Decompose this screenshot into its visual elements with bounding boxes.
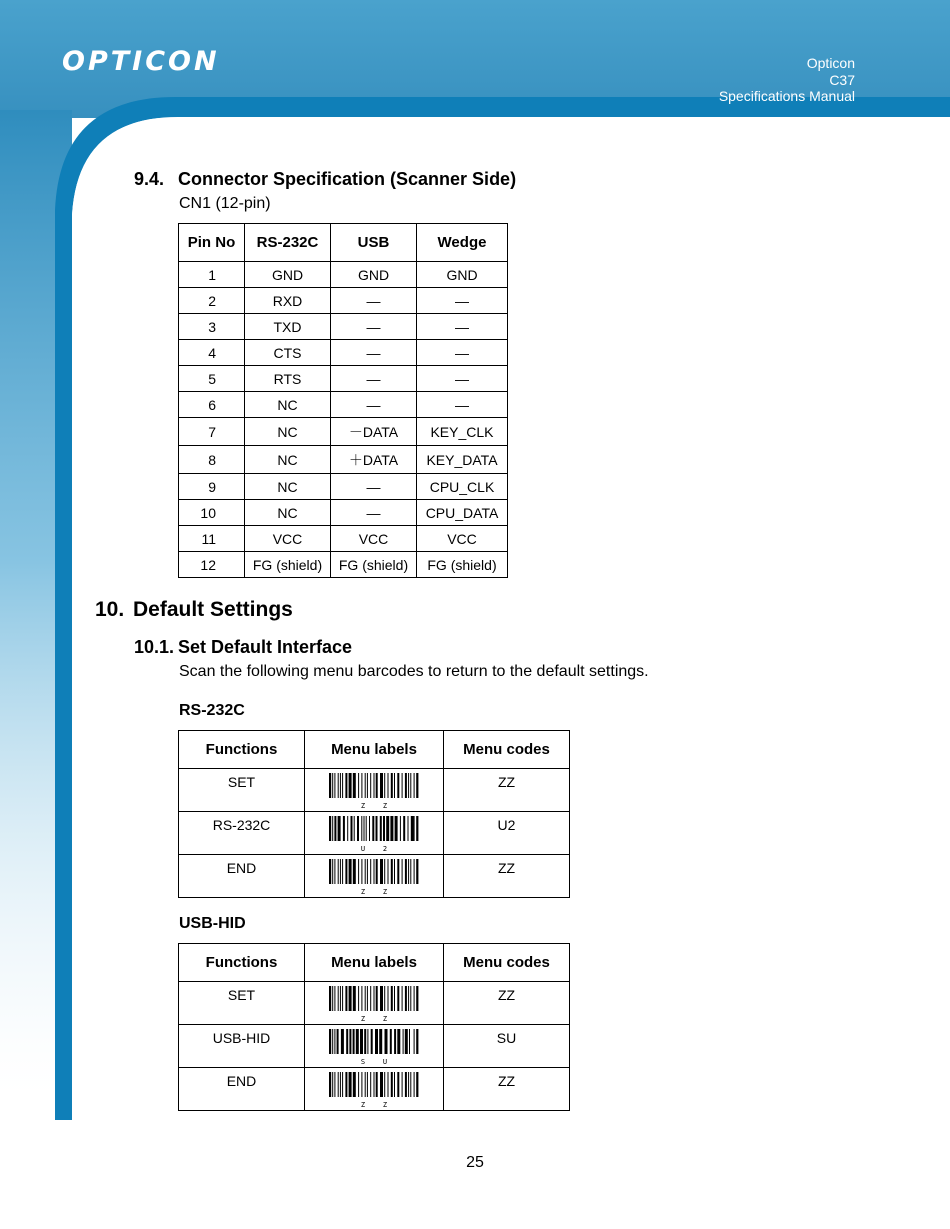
barcode-bar (358, 859, 359, 884)
menu-label-barcode-cell[interactable] (305, 855, 444, 898)
barcode-bar (366, 816, 367, 841)
barcode-bar (341, 1029, 344, 1054)
usb-signal-cell: GND (331, 262, 417, 288)
barcode-bar (334, 859, 335, 884)
barcode-bar (384, 1072, 385, 1097)
barcode-bar (370, 859, 371, 884)
barcode-bar (402, 859, 403, 884)
barcode-hri-char: 2 (382, 845, 388, 853)
table-row (179, 366, 508, 392)
table-row (179, 500, 508, 526)
barcode-bar (364, 816, 365, 841)
rs232c-signal-cell: TXD (245, 314, 331, 340)
menu-code-cell: ZZ (444, 855, 570, 898)
table-row (179, 812, 570, 855)
barcode-bar (414, 1072, 415, 1097)
barcode-bar (390, 816, 393, 841)
barcode-bar (338, 859, 339, 884)
barcode-bar (391, 1072, 393, 1097)
wedge-signal-cell: KEY_CLK (417, 418, 508, 446)
barcode-bar (388, 773, 389, 798)
table-row (179, 982, 570, 1025)
table-row (179, 526, 508, 552)
barcode-bar (346, 1029, 348, 1054)
menu-label-barcode-cell[interactable] (305, 982, 444, 1025)
pin-number-cell: 10 (179, 500, 245, 526)
table-row (179, 552, 508, 578)
barcode-bar (379, 1029, 382, 1054)
barcode-bar (395, 816, 398, 841)
barcode-bar (410, 986, 411, 1011)
wedge-signal-cell: — (417, 366, 508, 392)
barcode-bar (338, 816, 341, 841)
barcode-bar (411, 816, 414, 841)
barcode-bar (353, 1029, 355, 1054)
barcode-bar (349, 859, 352, 884)
usb-signal-cell: — (331, 392, 417, 418)
barcode-bar (337, 1029, 339, 1054)
table-row (179, 446, 508, 474)
barcode-bar (380, 986, 383, 1011)
barcode-bar (400, 816, 401, 841)
barcode-bar (376, 1072, 378, 1097)
section-title: Connector Specification (Scanner Side) (178, 169, 517, 189)
barcode-bar (361, 773, 362, 798)
usb-hid-table-body (179, 982, 570, 1111)
barcode-bar (397, 773, 399, 798)
table-header-row (179, 224, 508, 262)
barcode-bar (403, 1029, 404, 1054)
function-cell: SET (179, 769, 305, 812)
rs232c-label: RS-232C (179, 702, 245, 719)
barcode-bar (340, 773, 341, 798)
usb-signal-cell: ＋DATA (331, 446, 417, 474)
barcode-bar (370, 1072, 371, 1097)
wedge-signal-cell: CPU_DATA (417, 500, 508, 526)
rs232c-signal-cell: CTS (245, 340, 331, 366)
opticon-logo: OPTICON (62, 46, 220, 77)
barcode-bar (416, 1072, 418, 1097)
barcode-bar (391, 773, 393, 798)
barcode-bar (334, 773, 335, 798)
rs232c-signal-cell: VCC (245, 526, 331, 552)
barcode-bar (416, 986, 418, 1011)
wedge-signal-cell: — (417, 288, 508, 314)
column-header: Menu labels (305, 944, 444, 982)
barcode-bar (414, 986, 415, 1011)
barcode-bar (340, 1072, 341, 1097)
barcode-image (329, 1072, 419, 1110)
usb-signal-cell: — (331, 288, 417, 314)
rs232c-signal-cell: NC (245, 500, 331, 526)
barcode-bar (329, 816, 331, 841)
barcode-bar (409, 1029, 410, 1054)
table-row (179, 769, 570, 812)
barcode-bar (354, 816, 355, 841)
barcode-bar (342, 986, 343, 1011)
barcode-bar (353, 859, 356, 884)
barcode-bar (376, 816, 378, 841)
barcode-bar (402, 1072, 403, 1097)
barcode-bar (414, 859, 415, 884)
barcode-bar (380, 773, 383, 798)
barcode-bar (374, 986, 375, 1011)
usb-signal-cell: －DATA (331, 418, 417, 446)
barcode-bar (380, 816, 382, 841)
barcode-bar (376, 773, 378, 798)
barcode-hri-char: Z (360, 1015, 366, 1023)
barcode-bar (365, 773, 366, 798)
barcode-bar (351, 816, 353, 841)
barcode-hri-char: Z (382, 888, 388, 896)
barcode-bar (414, 1029, 415, 1054)
usb-signal-cell: FG (shield) (331, 552, 417, 578)
barcode-bar (329, 859, 331, 884)
barcode-bar (388, 859, 389, 884)
pin-number-cell: 12 (179, 552, 245, 578)
barcode-image (329, 859, 419, 897)
barcode-bar (375, 1029, 378, 1054)
pin-number-cell: 4 (179, 340, 245, 366)
rs232c-signal-cell: FG (shield) (245, 552, 331, 578)
barcode-bar (353, 1072, 356, 1097)
barcode-bar (334, 1072, 335, 1097)
barcode-bar (374, 859, 375, 884)
barcode-bar (345, 859, 347, 884)
barcode-hri-char: Z (382, 802, 388, 810)
table-row (179, 314, 508, 340)
barcode-hri-char: S (360, 1058, 366, 1066)
barcode-bar (397, 986, 399, 1011)
barcode-bar (410, 1072, 411, 1097)
column-header: Functions (179, 944, 305, 982)
pin-number-cell: 1 (179, 262, 245, 288)
connector-pin-table (178, 223, 508, 578)
barcode-bar (367, 986, 368, 1011)
usb-signal-cell: — (331, 366, 417, 392)
barcode-image (329, 816, 419, 854)
barcode-bar (329, 773, 331, 798)
connector-subtitle: CN1 (12-pin) (179, 195, 271, 212)
wedge-signal-cell: GND (417, 262, 508, 288)
menu-code-cell: ZZ (444, 1068, 570, 1111)
rs232c-signal-cell: GND (245, 262, 331, 288)
barcode-bar (361, 1072, 362, 1097)
pin-number-cell: 9 (179, 474, 245, 500)
pin-number-cell: 5 (179, 366, 245, 392)
barcode-bar (365, 859, 366, 884)
table-row (179, 855, 570, 898)
barcode-hri-char: Z (360, 888, 366, 896)
barcode-bar (365, 1072, 366, 1097)
barcode-bar (345, 773, 347, 798)
column-header: RS-232C (245, 224, 331, 262)
barcode-bar (342, 859, 343, 884)
barcode-bar (332, 859, 333, 884)
menu-label-barcode-cell[interactable] (305, 812, 444, 855)
barcode-bar (357, 816, 359, 841)
barcode-bar (334, 986, 335, 1011)
barcode-bar (338, 986, 339, 1011)
rs232c-signal-cell: NC (245, 392, 331, 418)
table-row (179, 474, 508, 500)
table-header-row (179, 731, 570, 769)
barcode-bar (340, 859, 341, 884)
column-header: Menu codes (444, 944, 570, 982)
barcode-bar (367, 773, 368, 798)
barcode-bar (405, 1072, 407, 1097)
usb-hid-menu-table (178, 943, 570, 1111)
barcode-bar (349, 986, 352, 1011)
barcode-bar (380, 859, 383, 884)
barcode-bar (384, 773, 385, 798)
header-model: C37 (829, 71, 855, 88)
barcode-bar (394, 1072, 395, 1097)
barcode-bar (353, 773, 356, 798)
barcode-bar (397, 859, 399, 884)
barcode-bar (360, 1029, 363, 1054)
barcode-bar (402, 986, 403, 1011)
barcode-bar (405, 859, 407, 884)
barcode-bar (349, 1029, 351, 1054)
pin-number-cell: 11 (179, 526, 245, 552)
barcode-bar (361, 816, 362, 841)
barcode-bar (408, 1072, 409, 1097)
pin-number-cell: 7 (179, 418, 245, 446)
section-title: Set Default Interface (178, 637, 353, 657)
wedge-signal-cell: — (417, 392, 508, 418)
barcode-bar (356, 1029, 359, 1054)
barcode-bar (384, 986, 385, 1011)
pin-number-cell: 8 (179, 446, 245, 474)
barcode-bar (384, 859, 385, 884)
barcode-bar (332, 816, 333, 841)
function-cell: USB-HID (179, 1025, 305, 1068)
function-cell: SET (179, 982, 305, 1025)
barcode-bar (334, 816, 336, 841)
usb-signal-cell: — (331, 474, 417, 500)
wedge-signal-cell: FG (shield) (417, 552, 508, 578)
barcode-bar (332, 773, 333, 798)
barcode-hri-char: Z (360, 802, 366, 810)
column-header: Menu codes (444, 731, 570, 769)
barcode-bar (338, 1072, 339, 1097)
barcode-bar (391, 859, 393, 884)
pin-table-body (179, 262, 508, 578)
usb-signal-cell: — (331, 314, 417, 340)
function-cell: RS-232C (179, 812, 305, 855)
barcode-bar (329, 1072, 331, 1097)
wedge-signal-cell: CPU_CLK (417, 474, 508, 500)
barcode-hri-char: Z (382, 1101, 388, 1109)
rs232c-signal-cell: RTS (245, 366, 331, 392)
table-header-row (179, 944, 570, 982)
table-row (179, 340, 508, 366)
barcode-bar (408, 773, 409, 798)
usb-signal-cell: — (331, 500, 417, 526)
rs232c-signal-cell: NC (245, 446, 331, 474)
barcode-bar (345, 986, 347, 1011)
barcode-bar (367, 1029, 368, 1054)
barcode-bar (349, 1072, 352, 1097)
barcode-bar (358, 773, 359, 798)
table-row (179, 392, 508, 418)
barcode-bar (397, 1029, 400, 1054)
section-instruction-text: Scan the following menu barcodes to return to the default settings. (179, 663, 649, 680)
rs232c-signal-cell: RXD (245, 288, 331, 314)
barcode-bar (370, 773, 371, 798)
barcode-bar (347, 816, 348, 841)
usb-hid-label: USB-HID (179, 915, 246, 932)
barcode-bar (380, 1072, 383, 1097)
barcode-bar (410, 773, 411, 798)
barcode-bar (388, 1072, 389, 1097)
barcode-bar (390, 1029, 392, 1054)
barcode-bar (358, 1072, 359, 1097)
pin-number-cell: 3 (179, 314, 245, 340)
barcode-bar (391, 986, 393, 1011)
barcode-bar (372, 816, 374, 841)
column-header: Wedge (417, 224, 508, 262)
section-title: Default Settings (133, 598, 293, 621)
barcode-bar (364, 1029, 366, 1054)
barcode-bar (408, 986, 409, 1011)
header-doc-title: Specifications Manual (718, 88, 855, 104)
barcode-bar (332, 1029, 333, 1054)
barcode-bar (367, 1072, 368, 1097)
rs232c-table-body (179, 769, 570, 898)
barcode-bar (414, 816, 415, 841)
column-header: Pin No (179, 224, 245, 262)
column-header: USB (331, 224, 417, 262)
menu-code-cell: U2 (444, 812, 570, 855)
barcode-bar (361, 859, 362, 884)
column-header: Functions (179, 731, 305, 769)
barcode-bar (338, 773, 339, 798)
barcode-bar (376, 986, 378, 1011)
table-row (179, 1025, 570, 1068)
barcode-bar (394, 859, 395, 884)
barcode-bar (394, 1029, 396, 1054)
wedge-signal-cell: KEY_DATA (417, 446, 508, 474)
table-row (179, 262, 508, 288)
page-number: 25 (466, 1154, 484, 1171)
barcode-bar (353, 986, 356, 1011)
barcode-bar (386, 816, 389, 841)
barcode-bar (414, 773, 415, 798)
usb-signal-cell: VCC (331, 526, 417, 552)
menu-label-barcode-cell[interactable] (305, 769, 444, 812)
barcode-bar (340, 986, 341, 1011)
function-cell: END (179, 855, 305, 898)
wedge-signal-cell: — (417, 340, 508, 366)
barcode-bar (343, 816, 345, 841)
menu-label-barcode-cell[interactable] (305, 1068, 444, 1111)
usb-signal-cell: — (331, 340, 417, 366)
barcode-image (329, 986, 419, 1024)
barcode-bar (334, 1029, 335, 1054)
pin-number-cell: 2 (179, 288, 245, 314)
barcode-hri-char: U (360, 845, 366, 853)
function-cell: END (179, 1068, 305, 1111)
barcode-bar (408, 816, 409, 841)
barcode-bar (365, 986, 366, 1011)
barcode-bar (416, 816, 418, 841)
barcode-bar (416, 859, 418, 884)
barcode-bar (394, 773, 395, 798)
barcode-bar (332, 986, 333, 1011)
barcode-bar (329, 986, 331, 1011)
rs232c-signal-cell: NC (245, 418, 331, 446)
barcode-bar (383, 816, 385, 841)
wedge-signal-cell: VCC (417, 526, 508, 552)
table-row (179, 1068, 570, 1111)
barcode-bar (369, 816, 370, 841)
barcode-bar (416, 773, 418, 798)
barcode-bar (403, 816, 405, 841)
menu-code-cell: SU (444, 1025, 570, 1068)
menu-code-cell: ZZ (444, 769, 570, 812)
barcode-bar (388, 986, 389, 1011)
barcode-bar (358, 986, 359, 1011)
barcode-bar (332, 1072, 333, 1097)
table-row (179, 418, 508, 446)
barcode-bar (402, 773, 403, 798)
barcode-bar (408, 859, 409, 884)
header-company: Opticon (806, 55, 855, 71)
document-header (719, 55, 855, 105)
pin-number-cell: 6 (179, 392, 245, 418)
barcode-bar (349, 773, 352, 798)
barcode-bar (405, 773, 407, 798)
section-number: 9.4. (134, 169, 165, 189)
barcode-bar (405, 986, 407, 1011)
barcode-hri-char: Z (382, 1015, 388, 1023)
barcode-bar (376, 859, 378, 884)
barcode-bar (374, 773, 375, 798)
wedge-signal-cell: — (417, 314, 508, 340)
barcode-bar (361, 986, 362, 1011)
barcode-bar (367, 859, 368, 884)
column-header: Menu labels (305, 731, 444, 769)
barcode-bar (371, 1029, 373, 1054)
barcode-bar (329, 1029, 331, 1054)
barcode-bar (385, 1029, 388, 1054)
barcode-bar (416, 1029, 418, 1054)
section-number: 10.1. (134, 637, 175, 657)
menu-code-cell: ZZ (444, 982, 570, 1025)
barcode-bar (394, 986, 395, 1011)
barcode-hri-char: Z (360, 1101, 366, 1109)
barcode-bar (410, 859, 411, 884)
barcode-bar (342, 773, 343, 798)
barcode-bar (370, 986, 371, 1011)
barcode-bar (405, 1029, 408, 1054)
menu-label-barcode-cell[interactable] (305, 1025, 444, 1068)
rs232c-menu-table (178, 730, 570, 898)
barcode-hri-char: U (382, 1058, 388, 1066)
barcode-image (329, 1029, 419, 1067)
barcode-bar (374, 1072, 375, 1097)
barcode-bar (397, 1072, 399, 1097)
barcode-image (329, 773, 419, 811)
barcode-bar (345, 1072, 347, 1097)
rs232c-signal-cell: NC (245, 474, 331, 500)
section-number: 10. (95, 598, 125, 621)
barcode-bar (342, 1072, 343, 1097)
table-row (179, 288, 508, 314)
